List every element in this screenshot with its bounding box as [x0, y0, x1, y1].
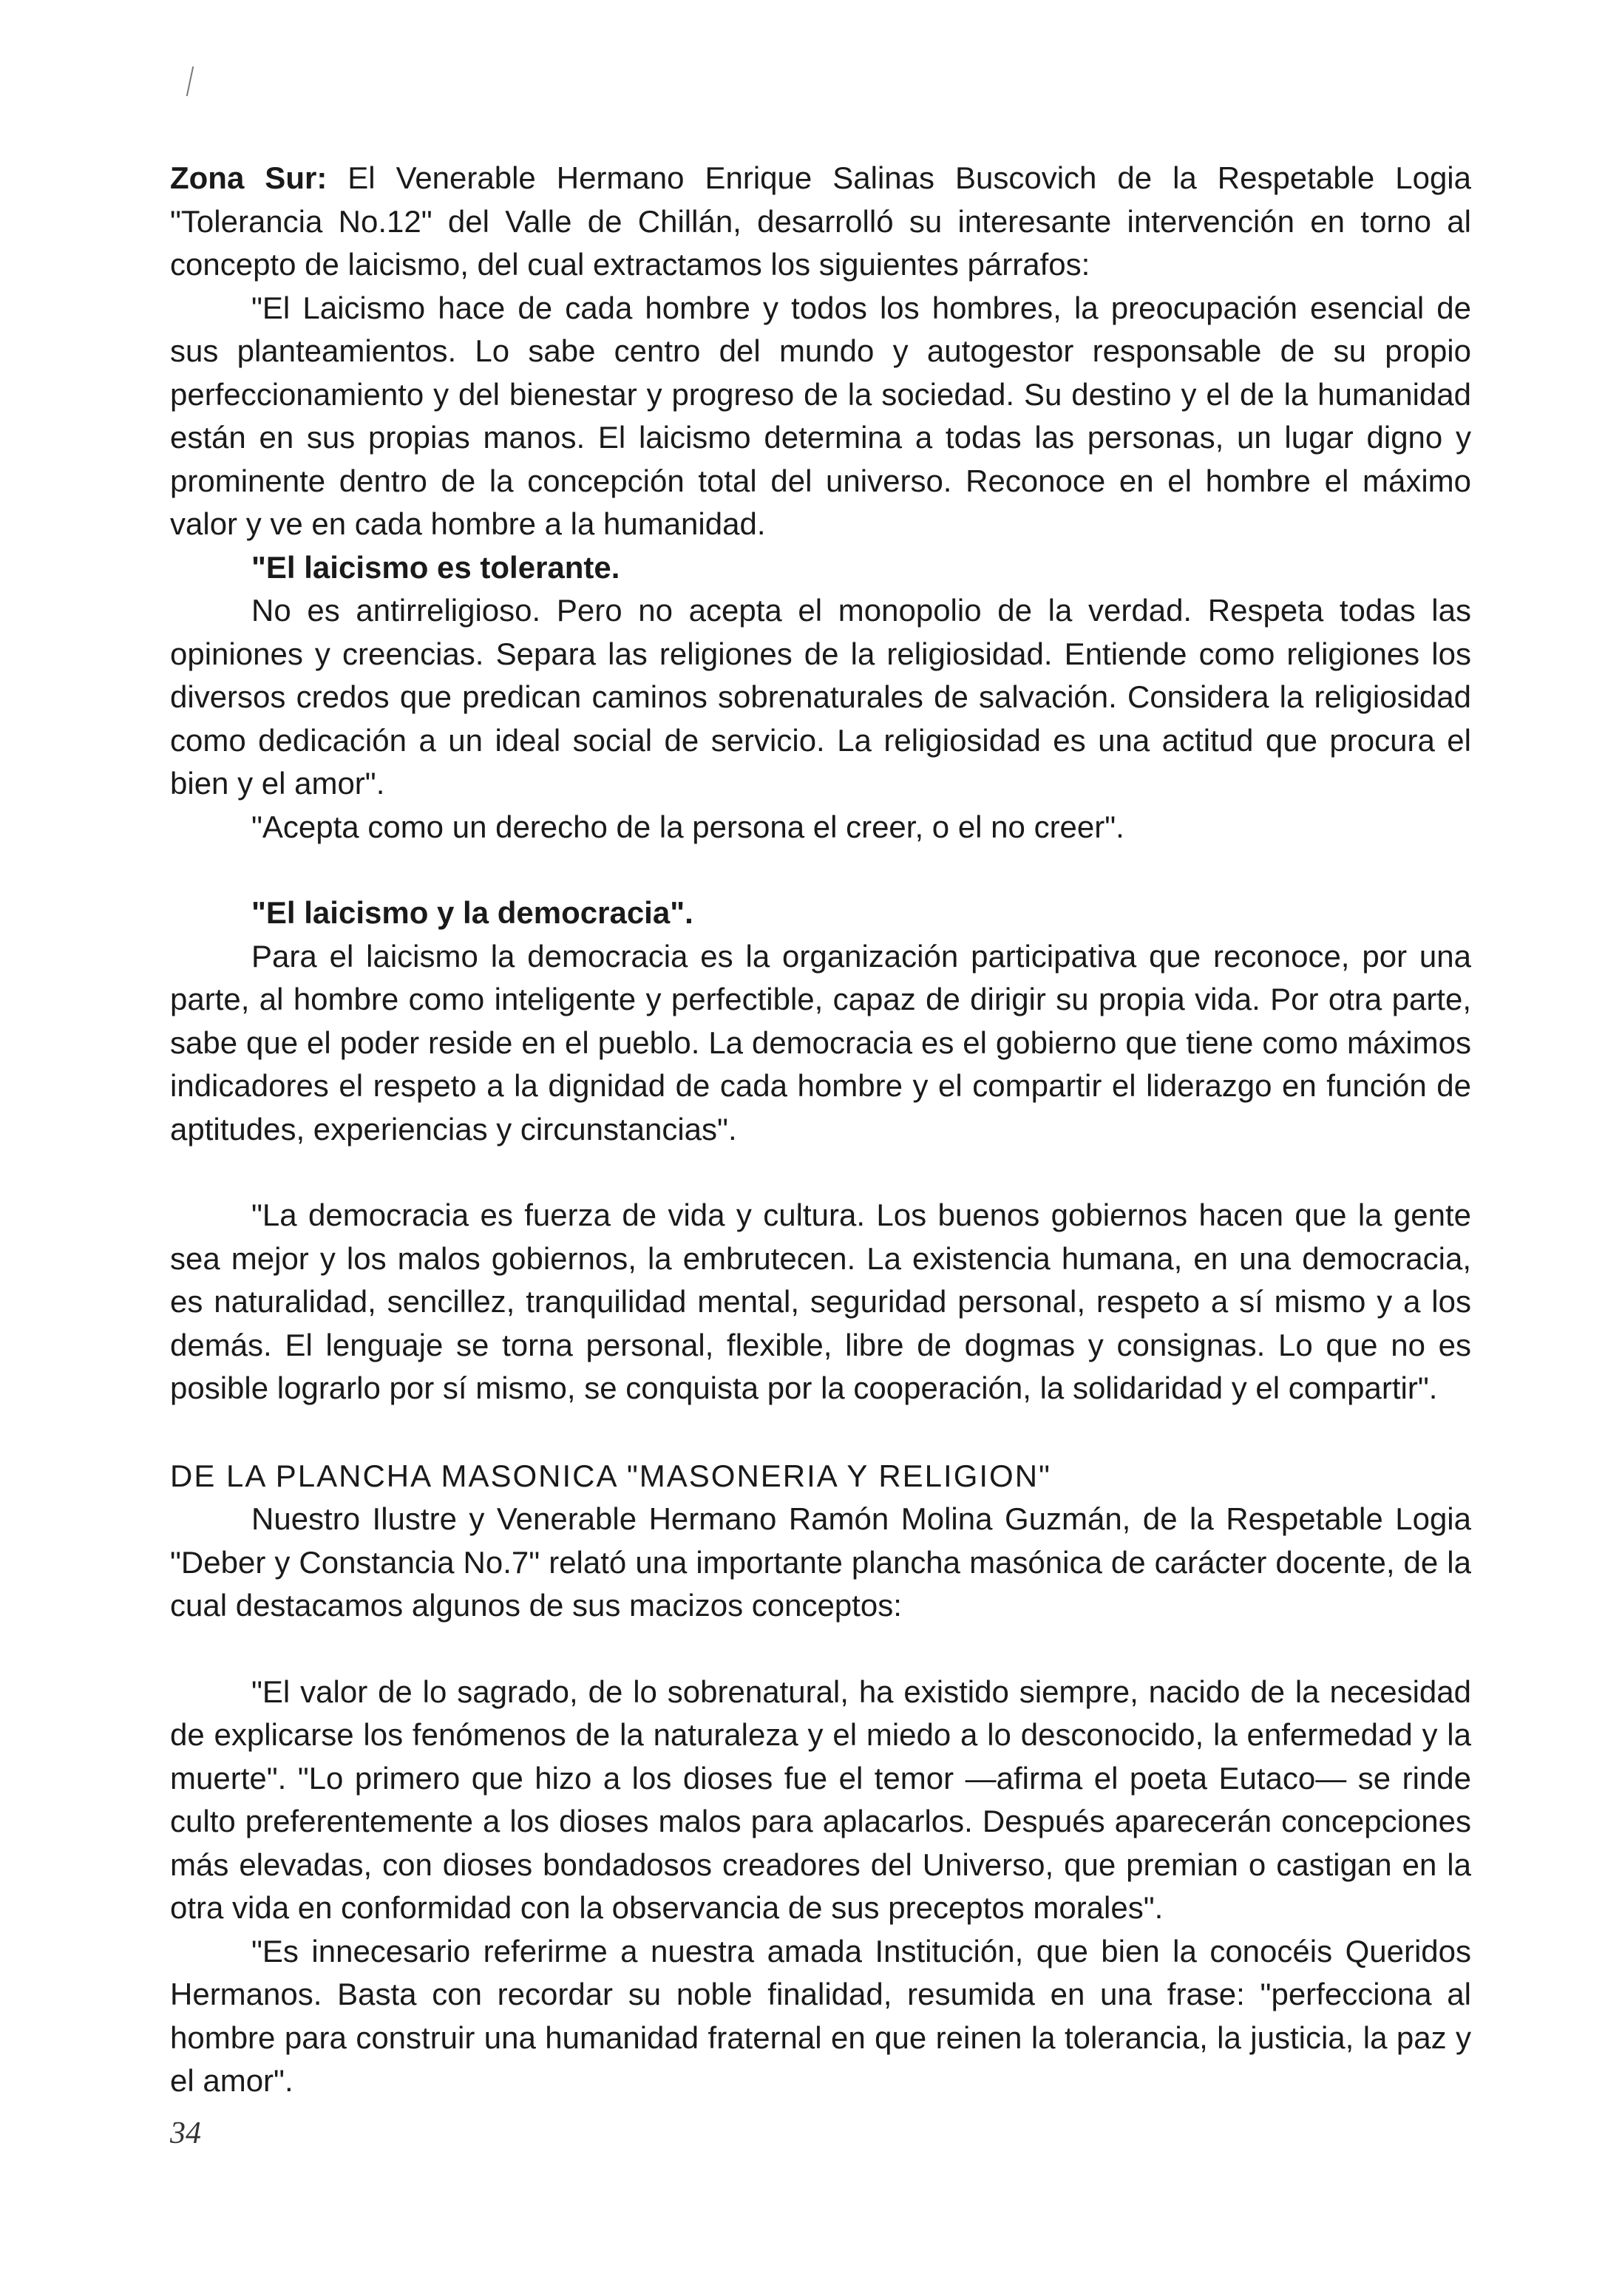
margin-mark — [186, 67, 197, 96]
paragraph-molina: Nuestro Ilustre y Venerable Hermano Ramón Molina Guzmán, de la Respetable Logia "Deber y Constancia No.7" relató una importante plancha masónica de carácter docente, de la cual destacamos algunos de sus macizos conceptos: — [170, 1501, 1471, 1623]
paragraph-lead: Zona Sur: — [170, 160, 328, 195]
document-body — [170, 157, 1471, 2103]
paragraph-institucion: "Es innecesario referirme a nuestra amada Institución, que bien la conocéis Queridos Hermanos. Basta con recordar su noble finalidad, resumida en una frase: "perfecciona al hombre para construir una humanidad fraternal en que reinen la tolerancia, la justicia, la paz y el amor". — [170, 1933, 1471, 2098]
paragraph-text: El Venerable Hermano Enrique Salinas Buscovich de la Respetable Logia "Tolerancia No.12" del Valle de Chillán, desarrolló su interesante intervención en torno al concepto de laicismo, del cual extractamos los siguientes párrafos: — [170, 160, 1471, 282]
page-number: 34 — [170, 2116, 201, 2150]
paragraph-zona-sur — [170, 157, 1471, 287]
paragraph-democracia-organizacion: Para el laicismo la democracia es la organización participativa que reconoce, por una parte, al hombre como inteligente y perfectible, capaz de dirigir su propia vida. Por otra parte, sabe que el poder reside en el pueblo. La democracia es el gobierno que tiene como máximos indicadores el respeto a la dignidad de cada hombre y el compartir el liderazgo en función de aptitudes, experiencias y circunstancias". — [170, 938, 1471, 1147]
subheading-democracia: "El laicismo y la democracia". — [251, 895, 693, 930]
subheading-tolerante: "El laicismo es tolerante. — [251, 549, 620, 585]
section-heading-plancha: DE LA PLANCHA MASONICA "MASONERIA Y RELIGION" — [170, 1458, 1051, 1493]
paragraph-democracia-fuerza: "La democracia es fuerza de vida y cultura. Los buenos gobiernos hacen que la gente sea mejor y los malos gobiernos, la embrutecen. La existencia humana, en una democracia, es naturalidad, sencillez, tranquilidad mental, seguridad personal, respeto a sí mismo y a los demás. El lenguaje se torna personal, flexible, libre de dogmas y consignas. Lo que no es posible lograrlo por sí mismo, se conquista por la cooperación, la solidaridad y el compartir". — [170, 1198, 1471, 1405]
paragraph-laicismo-quote: "El Laicismo hace de cada hombre y todos los hombres, la preocupación esencial de sus planteamientos. Lo sabe centro del mundo y autogestor responsable de su propio perfeccionamiento y del bienestar y progreso de la sociedad. Su destino y el de la humanidad están en sus propias manos. El laicismo determina a todas las personas, un lugar digno y prominente dentro de la concepción total del universo. Reconoce en el hombre el máximo valor y ve en cada hombre a la humanidad. — [170, 290, 1471, 541]
paragraph-antirreligioso: No es antirreligioso. Pero no acepta el monopolio de la verdad. Respeta todas las opiniones y creencias. Separa las religiones de la religiosidad. Entiende como religiones los diversos credos que predican caminos sobrenaturales de salvación. Considera la religiosidad como dedicación a un ideal social de servicio. La religiosidad es una actitud que procura el bien y el amor". — [170, 593, 1471, 801]
paragraph-acepta: "Acepta como un derecho de la persona el creer, o el no creer". — [251, 809, 1124, 844]
paragraph-sagrado: "El valor de lo sagrado, de lo sobrenatural, ha existido siempre, nacido de la necesidad de explicarse los fenómenos de la naturaleza y el miedo a lo desconocido, la enfermedad y la muerte". "Lo primero que hizo a los dioses fue el temor —afirma el poeta Eutaco— se rinde culto preferentemente a los dioses malos para aplacarlos. Después aparecerán concepciones más elevadas, con dioses bondadosos creadores del Universo, que premian o castigan en la otra vida en conformidad con la observancia de sus preceptos morales". — [170, 1674, 1471, 1925]
